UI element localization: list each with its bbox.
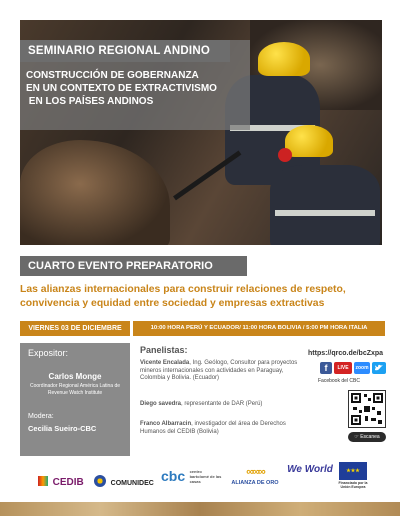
- panelist-3: [140, 421, 310, 436]
- cedib-logo: CEDIB: [36, 472, 86, 490]
- event-subtitle: Las alianzas internacionales para construir relaciones de respeto, convivencia y equidad entre sociedad y empresas extractivas: [20, 284, 346, 309]
- zoom-label: zoom: [355, 365, 369, 371]
- panelist-1-desc: , Ing. Geólogo, Consultor para proyectos mineros internacionales con actividades en Paraguay, Colombia y Bolivia. (Ecuador): [140, 360, 298, 381]
- scan-button[interactable]: [348, 432, 386, 442]
- facebook-icon[interactable]: f: [320, 362, 332, 374]
- live-icon[interactable]: [334, 362, 352, 374]
- date-badge: VIERNES 03 DE DICIEMBRE: [20, 321, 130, 336]
- registration-url[interactable]: https://qrco.de/bcZxpa: [308, 350, 384, 357]
- panelist-2-desc: , representante de DAR (Perú): [181, 401, 263, 407]
- panelist-2: [140, 401, 310, 409]
- weworld-logo: We World: [287, 464, 333, 475]
- panelist-3-name: Franco Albarracin: [140, 421, 192, 427]
- expositor-label: Expositor:: [28, 348, 69, 358]
- moderator-label: Modera:: [28, 413, 54, 420]
- panelists-heading: Panelistas:: [140, 345, 188, 355]
- title-line-3: EN LOS PAÍSES ANDINOS: [26, 96, 154, 107]
- alianza-de-oro-logo: ∞∞∞ ALIANZA DE ORO: [231, 466, 279, 486]
- zoom-icon[interactable]: [354, 362, 370, 374]
- expositor-name: Carlos Monge: [48, 372, 102, 381]
- speaker-panel: [20, 343, 130, 456]
- panelist-3-desc: , investigador del área de Derechos Humanos del CEDIB (Bolivia): [140, 421, 286, 435]
- eu-logo: ★★★ Financiado por la Unión Europea: [338, 462, 368, 489]
- live-label: LIVE: [337, 365, 349, 371]
- event-number-band: CUARTO EVENTO PREPARATORIO: [20, 256, 247, 276]
- sponsor-logos: [20, 460, 385, 502]
- panelist-2-name: Diego savedra: [140, 401, 182, 407]
- scan-label: Escanea: [360, 434, 380, 440]
- title-line-1: CONSTRUCCIÓN DE GOBERNANZA: [26, 70, 199, 81]
- moderator-name: Cecilia Sueiro-CBC: [28, 424, 97, 433]
- facebook-label: Facebook del CBC: [318, 378, 360, 384]
- panelist-1: [140, 360, 310, 383]
- hand-icon: ☞: [354, 434, 359, 440]
- time-badge: 10:00 HORA PERÚ Y ECUADOR/ 11:00 HORA BOLIVIA / 5:00 PM HORA ITALIA: [133, 321, 385, 336]
- expositor-role: Coordinador Regional América Latina de Revenue Watch Institute: [29, 383, 121, 396]
- cbc-logo: cbc centro bartolomé de las casas: [161, 468, 222, 485]
- title-line-2: EN UN CONTEXTO DE EXTRACTIVISMO: [26, 83, 217, 94]
- panelist-1-name: Vicente Encalada: [140, 360, 190, 366]
- twitter-icon[interactable]: [372, 362, 386, 374]
- seminar-label: SEMINARIO REGIONAL ANDINO: [20, 40, 230, 62]
- social-icons: [320, 362, 390, 378]
- qr-code-icon[interactable]: [348, 390, 386, 428]
- event-title: [26, 69, 246, 108]
- eu-flag-icon: ★★★: [339, 462, 367, 480]
- comunidec-logo: COMUNIDEC: [90, 472, 158, 490]
- decorative-rock-strip: [0, 502, 400, 516]
